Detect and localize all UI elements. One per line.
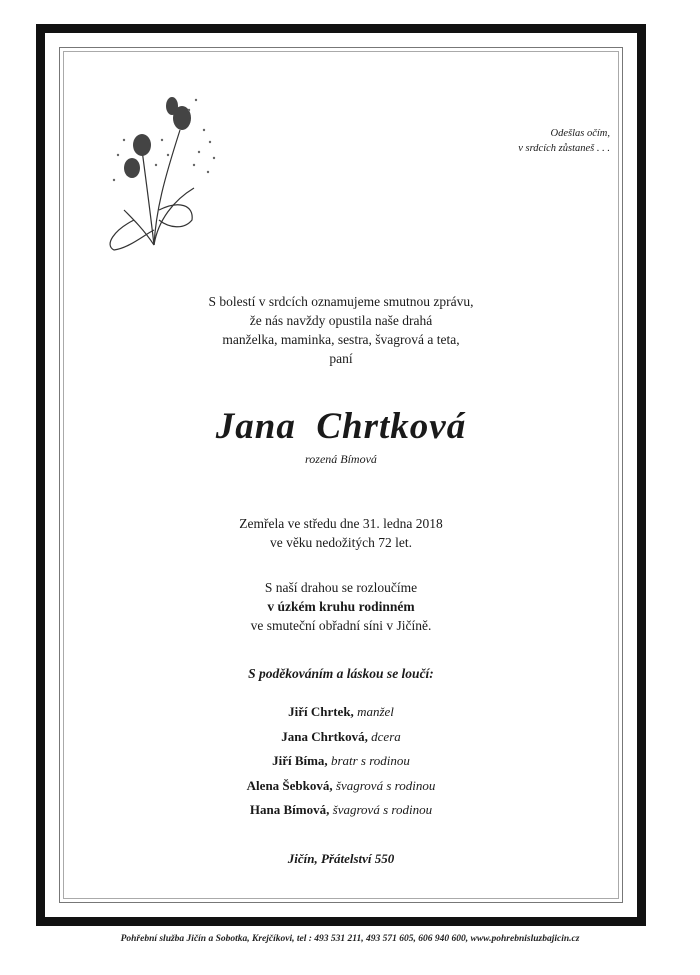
- rose-bouquet-icon: [84, 70, 224, 260]
- mourner-relation: švagrová s rodinou: [335, 777, 436, 793]
- mourner-row: [36, 749, 646, 774]
- death-age: ve věku nedožitých 72 let.: [269, 535, 413, 550]
- mourner-name: Hana Bímová,: [249, 802, 330, 817]
- announcement: [36, 292, 646, 368]
- announcement-line: paní: [329, 351, 353, 366]
- address: Jičín, Přátelství 550: [287, 851, 395, 866]
- funeral-service-footer: Pohřební služba Jičín a Sobotka, Krejčíkovi, tel : 493 531 211, 493 571 605, 606 940 600, www.pohrebnisluzbajicin.cz: [120, 934, 580, 944]
- mourner-row: [36, 798, 646, 823]
- mourner-relation: manžel: [357, 704, 394, 719]
- death-date: Zemřela ve středu dne 31. ledna 2018: [239, 516, 443, 531]
- farewell-line-bold: v úzkém kruhu rodinném: [267, 599, 415, 614]
- mourner-relation: bratr s rodinou: [330, 753, 410, 768]
- announcement-line: S bolestí v srdcích oznamujeme smutnou zprávu,: [208, 294, 474, 309]
- farewell-line: S naší drahou se rozloučíme: [264, 580, 418, 595]
- announcement-line: že nás navždy opustila naše drahá: [249, 313, 433, 328]
- mourner-relation: dcera: [371, 728, 401, 744]
- thanks-heading: S poděkováním a láskou se loučí:: [248, 666, 434, 681]
- mourner-name: Alena Šebková,: [246, 777, 333, 793]
- mourners-list: [36, 700, 646, 823]
- epigraph-line: Odešlas očím,: [550, 128, 610, 139]
- farewell-info: [36, 578, 646, 635]
- mourner-name: Jiří Chrtek,: [288, 704, 354, 719]
- epigraph-line: v srdcích zůstaneš . . .: [518, 143, 610, 154]
- mourner-row: [36, 774, 646, 799]
- death-info: [36, 514, 646, 552]
- mourner-row: [36, 700, 646, 725]
- maiden-name: rozená Bímová: [305, 452, 377, 466]
- deceased-name: Jana Chrtková: [215, 406, 467, 447]
- mourner-name: Jiří Bíma,: [272, 753, 328, 768]
- mourner-relation: švagrová s rodinou: [332, 802, 433, 817]
- epigraph: [450, 126, 610, 156]
- mourner-name: Jana Chrtková,: [281, 728, 368, 744]
- announcement-line: manželka, maminka, sestra, švagrová a teta,: [222, 332, 460, 347]
- farewell-line: ve smuteční obřadní síni v Jičíně.: [250, 618, 432, 633]
- mourner-row: [36, 725, 646, 750]
